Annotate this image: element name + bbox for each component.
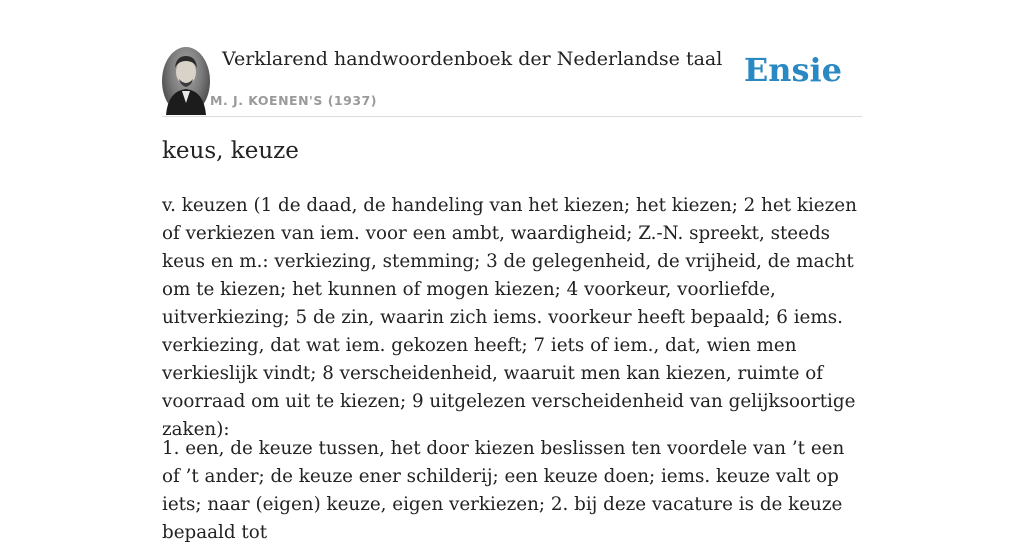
ensie-logo-link[interactable]: Ensie <box>743 51 842 89</box>
dictionary-header <box>162 46 862 117</box>
entry-headword: keus, keuze <box>162 138 299 164</box>
entry-examples: 1. een, de keuze tussen, het door kiezen beslissen ten voordele van ’t een of ’t ander; de keuze ener schilderij; een keuze doen; iems. keuze valt op iets; naar (eigen) keuze, eigen verkiezen; 2. bij deze vacature is de keuze bepaald tot <box>162 438 845 543</box>
entry-definition: v. keuzen (1 de daad, de handeling van het kiezen; het kiezen; 2 het kiezen of verkiezen van iem. voor een ambt, waardigheid; Z.-N. spreekt, steeds keus en m.: verkiezing, stemming; 3 de gelegenheid, de vrijheid, de macht om te kiezen; het kunnen of mogen kiezen; 4 voorkeur, voorliefde, uitverkiezing; 5 de zin, waarin zich iems. voorkeur heeft bepaald; 6 iems. verkiezing, dat wat iem. gekozen heeft; 7 iets of iem., dat, wien men verkieslijk vindt; 8 verscheidenheid, waaruit men kan kiezen, ruimte of voorraad om uit te kiezen; 9 uitgelezen verscheidenheid van gelijksoortige zaken): <box>162 195 857 440</box>
book-title: Verklarend handwoordenboek der Nederlandse taal <box>222 48 723 70</box>
author-portrait-icon <box>162 47 210 115</box>
author-label: M. J. KOENEN'S (1937) <box>210 93 377 108</box>
